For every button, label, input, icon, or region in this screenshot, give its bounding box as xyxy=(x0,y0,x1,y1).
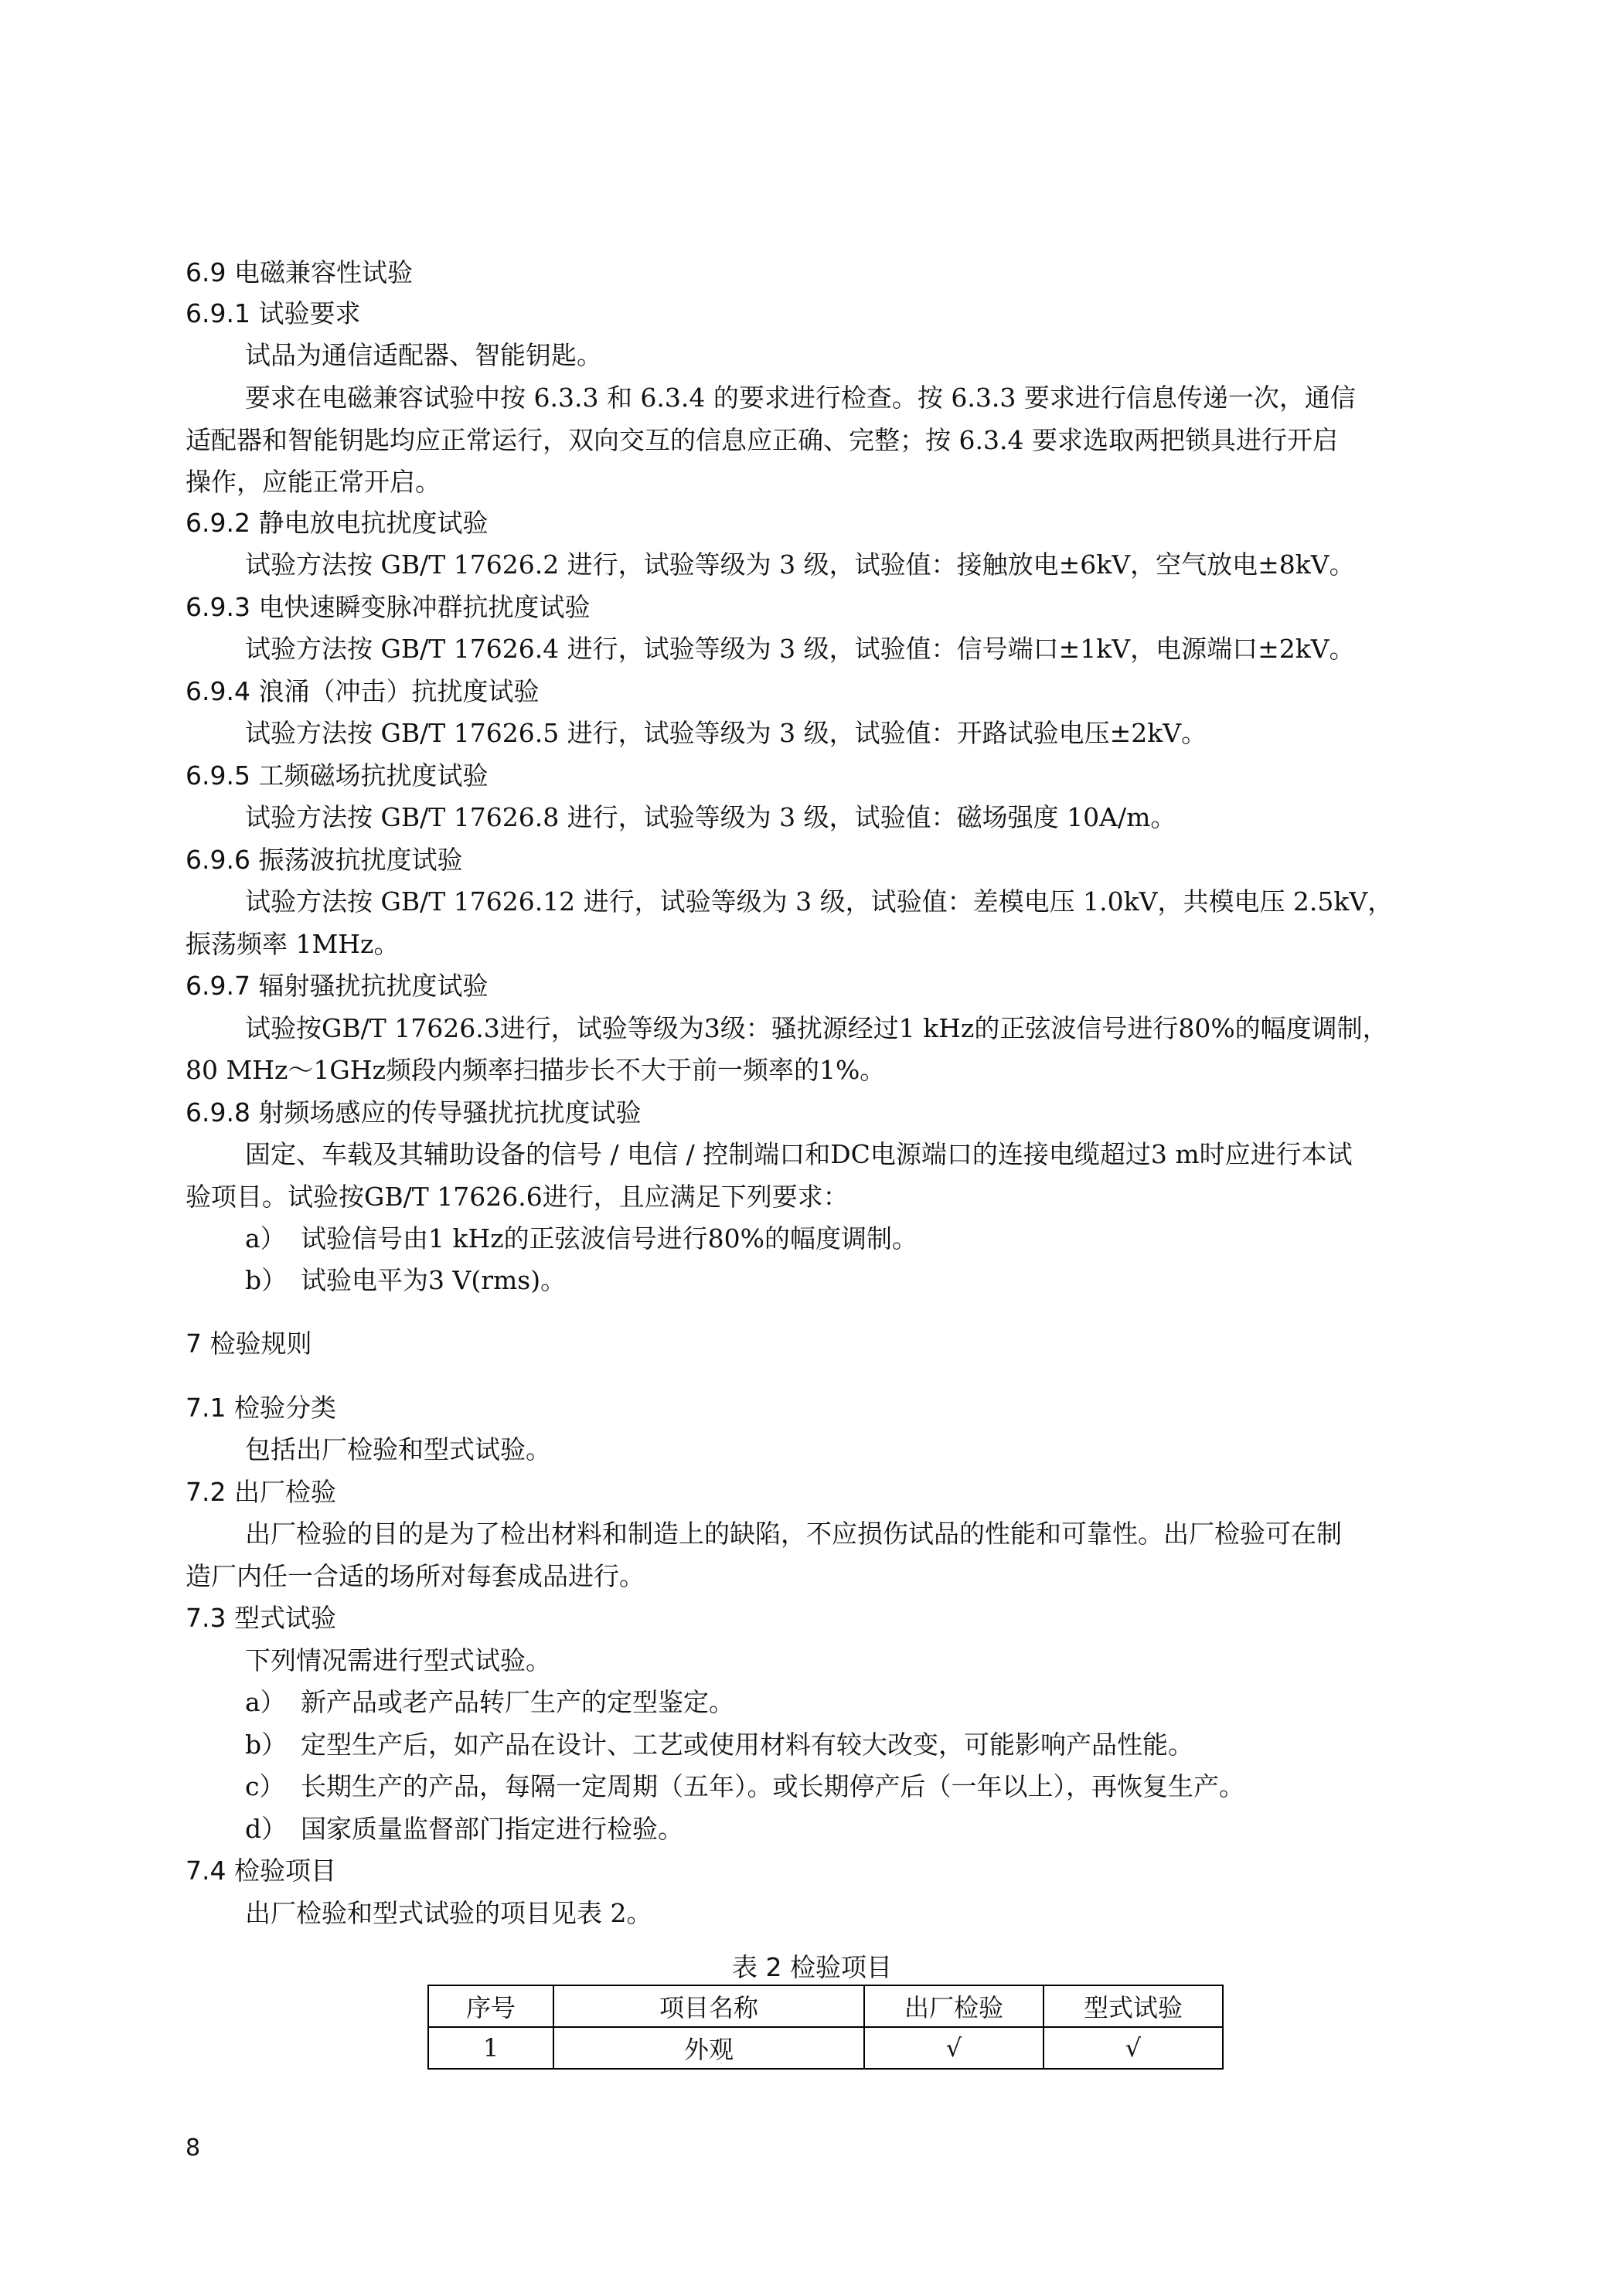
paragraph: 试验方法按 GB/T 17626.5 进行，试验等级为 3 级，试验值：开路试验电压±2kV。 xyxy=(245,718,1207,748)
paragraph-line: 出厂检验的目的是为了检出材料和制造上的缺陷，不应损伤试品的性能和可靠性。出厂检验可在制 xyxy=(245,1519,1342,1549)
paragraph: 试验方法按 GB/T 17626.4 进行，试验等级为 3 级，试验值：信号端口±1kV，电源端口±2kV。 xyxy=(245,634,1355,664)
list-item-text: 新产品或老产品转厂生产的定型鉴定。 xyxy=(301,1687,734,1717)
list-item-text: 试验信号由1 kHz的正弦波信号进行80%的幅度调制。 xyxy=(301,1223,918,1253)
section-heading-7-1: 7.1 检验分类 xyxy=(186,1393,336,1423)
section-heading-6-9-6: 6.9.6 振荡波抗扰度试验 xyxy=(186,845,463,875)
paragraph: 包括出厂检验和型式试验。 xyxy=(245,1434,551,1464)
list-item xyxy=(245,1771,1244,1802)
list-item xyxy=(245,1730,1193,1760)
paragraph-line: 振荡频率 1MHz。 xyxy=(186,929,400,959)
table-cell: 外观 xyxy=(553,2027,864,2069)
table-header-cell: 型式试验 xyxy=(1044,1985,1223,2027)
table-cell: √ xyxy=(1044,2027,1223,2069)
paragraph: 试验方法按 GB/T 17626.2 进行，试验等级为 3 级，试验值：接触放电±6kV，空气放电±8kV。 xyxy=(245,549,1355,580)
table-caption: 表 2 检验项目 xyxy=(732,1952,892,1982)
list-marker: d） xyxy=(245,1814,288,1844)
table-cell: √ xyxy=(864,2027,1044,2069)
list-marker: b） xyxy=(245,1265,288,1295)
paragraph-line: 试验按GB/T 17626.3进行，试验等级为3级：骚扰源经过1 kHz的正弦波信号进行80%的幅度调制， xyxy=(245,1013,1388,1043)
inspection-items-table xyxy=(427,1985,1224,2070)
list-item xyxy=(245,1265,566,1296)
paragraph: 试品为通信适配器、智能钥匙。 xyxy=(245,340,602,370)
section-heading-7-3: 7.3 型式试验 xyxy=(186,1603,336,1633)
paragraph-line: 造厂内任一合适的场所对每套成品进行。 xyxy=(186,1561,645,1591)
list-item xyxy=(245,1814,683,1845)
section-heading-7-2: 7.2 出厂检验 xyxy=(186,1477,336,1507)
list-item-text: 国家质量监督部门指定进行检验。 xyxy=(301,1814,683,1844)
table-row xyxy=(428,2027,1223,2069)
section-heading-6-9: 6.9 电磁兼容性试验 xyxy=(186,257,413,287)
list-marker: a） xyxy=(245,1223,286,1253)
section-heading-6-9-8: 6.9.8 射频场感应的传导骚扰抗扰度试验 xyxy=(186,1097,642,1128)
paragraph-line: 80 MHz～1GHz频段内频率扫描步长不大于前一频率的1%。 xyxy=(186,1055,886,1085)
table-header-row xyxy=(428,1985,1223,2027)
section-heading-6-9-5: 6.9.5 工频磁场抗扰度试验 xyxy=(186,760,489,791)
paragraph: 下列情况需进行型式试验。 xyxy=(245,1645,551,1675)
list-marker: a） xyxy=(245,1687,286,1717)
paragraph: 试验方法按 GB/T 17626.8 进行，试验等级为 3 级，试验值：磁场强度 10A/m。 xyxy=(245,802,1176,832)
page-number: 8 xyxy=(186,2134,201,2162)
list-marker: b） xyxy=(245,1730,288,1760)
list-item-text: 试验电平为3 V(rms)。 xyxy=(301,1265,567,1295)
paragraph-line: 适配器和智能钥匙均应正常运行，双向交互的信息应正确、完整；按 6.3.4 要求选取两把锁具进行开启 xyxy=(186,425,1338,455)
list-marker: c） xyxy=(245,1771,285,1801)
list-item xyxy=(245,1223,918,1254)
table-cell: 1 xyxy=(428,2027,553,2069)
table-header-cell: 出厂检验 xyxy=(864,1985,1044,2027)
paragraph-line: 要求在电磁兼容试验中按 6.3.3 和 6.3.4 的要求进行检查。按 6.3.3 要求进行信息传递一次，通信 xyxy=(245,383,1356,413)
paragraph-line: 验项目。试验按GB/T 17626.6进行，且应满足下列要求： xyxy=(186,1182,849,1212)
list-item xyxy=(245,1687,734,1718)
table-header-cell: 项目名称 xyxy=(553,1985,864,2027)
section-heading-6-9-4: 6.9.4 浪涌（冲击）抗扰度试验 xyxy=(186,676,540,706)
paragraph-line: 操作，应能正常开启。 xyxy=(186,467,441,497)
paragraph-line: 试验方法按 GB/T 17626.12 进行，试验等级为 3 级，试验值：差模电压 1.0kV，共模电压 2.5kV， xyxy=(245,886,1394,917)
chapter-heading-7: 7 检验规则 xyxy=(186,1328,312,1359)
section-heading-6-9-1: 6.9.1 试验要求 xyxy=(186,298,361,328)
list-item-text: 长期生产的产品，每隔一定周期（五年）。或长期停产后（一年以上），再恢复生产。 xyxy=(301,1771,1244,1801)
section-heading-6-9-2: 6.9.2 静电放电抗扰度试验 xyxy=(186,508,489,538)
section-heading-7-4: 7.4 检验项目 xyxy=(186,1856,336,1886)
table-header-cell: 序号 xyxy=(428,1985,553,2027)
paragraph: 出厂检验和型式试验的项目见表 2。 xyxy=(245,1898,652,1928)
section-heading-6-9-3: 6.9.3 电快速瞬变脉冲群抗扰度试验 xyxy=(186,592,591,622)
paragraph-line: 固定、车载及其辅助设备的信号 / 电信 / 控制端口和DC电源端口的连接电缆超过3 m时应进行本试 xyxy=(245,1139,1353,1169)
section-heading-6-9-7: 6.9.7 辐射骚扰抗扰度试验 xyxy=(186,971,489,1001)
list-item-text: 定型生产后，如产品在设计、工艺或使用材料有较大改变，可能影响产品性能。 xyxy=(301,1730,1193,1760)
